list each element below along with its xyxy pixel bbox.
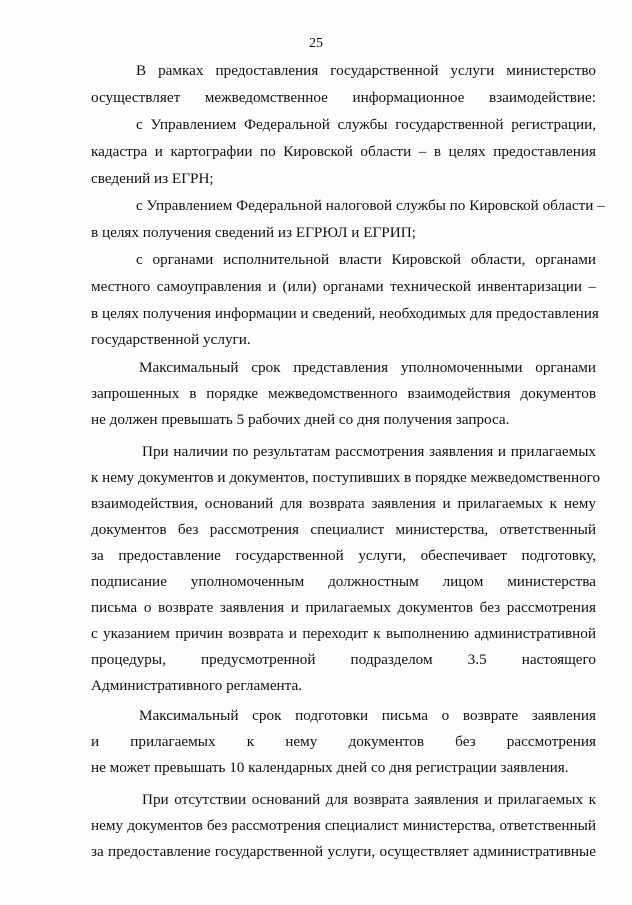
text-line: В рамках предоставления государственной услуги министерство <box>136 62 596 79</box>
text-line: местного самоуправления и (или) органами технической инвентаризации – <box>91 278 596 295</box>
text-line: с Управлением Федеральной налоговой службы по Кировской области – <box>136 197 605 214</box>
text-line: Максимальный срок представления уполномоченными органами <box>139 359 596 376</box>
text-line: сведений из ЕГРН; <box>91 170 214 187</box>
text-line: осуществляет межведомственное информационное взаимодействие: <box>91 89 596 106</box>
text-line: в целях получения сведений из ЕГРЮЛ и ЕГРИП; <box>91 224 416 241</box>
text-line: и прилагаемых к нему документов без рассмотрения <box>91 733 596 750</box>
text-line: за предоставление государственной услуги, обеспечивает подготовку, <box>91 547 596 564</box>
text-line: При наличии по результатам рассмотрения заявления и прилагаемых <box>142 443 596 460</box>
text-line: к нему документов и документов, поступивших в порядке межведомственного <box>91 469 601 486</box>
text-line: взаимодействия, оснований для возврата заявления и прилагаемых к нему <box>91 495 596 512</box>
text-line: подписание уполномоченным должностным лицом министерства <box>91 573 596 590</box>
text-line: кадастра и картографии по Кировской области – в целях предоставления <box>91 143 596 160</box>
text-line: с указанием причин возврата и переходит к выполнению административной <box>91 625 596 642</box>
text-line: не должен превышать 5 рабочих дней со дня получения запроса. <box>91 411 510 428</box>
text-line: процедуры, предусмотренной подразделом 3.5 настоящего <box>91 651 596 668</box>
text-line: с Управлением Федеральной службы государственной регистрации, <box>136 116 596 133</box>
text-line: с органами исполнительной власти Кировской области, органами <box>136 251 596 268</box>
text-line: документов без рассмотрения специалист министерства, ответственный <box>91 521 596 538</box>
text-line: Максимальный срок подготовки письма о возврате заявления <box>139 707 596 724</box>
text-line: нему документов без рассмотрения специалист министерства, ответственный <box>91 817 596 834</box>
text-line: в целях получения информации и сведений, необходимых для предоставления <box>91 305 599 322</box>
text-line: При отсутствии оснований для возврата заявления и прилагаемых к <box>142 791 596 808</box>
text-line: письма о возврате заявления и прилагаемых документов без рассмотрения <box>91 599 596 616</box>
text-line: не может превышать 10 календарных дней со дня регистрации заявления. <box>91 759 569 776</box>
text-line: государственной услуги. <box>91 331 251 348</box>
text-line: запрошенных в порядке межведомственного взаимодействия документов <box>91 385 596 402</box>
text-line: за предоставление государственной услуги, осуществляет административные <box>91 843 596 860</box>
page-number: 25 <box>309 36 323 51</box>
text-line: Административного регламента. <box>91 677 303 694</box>
